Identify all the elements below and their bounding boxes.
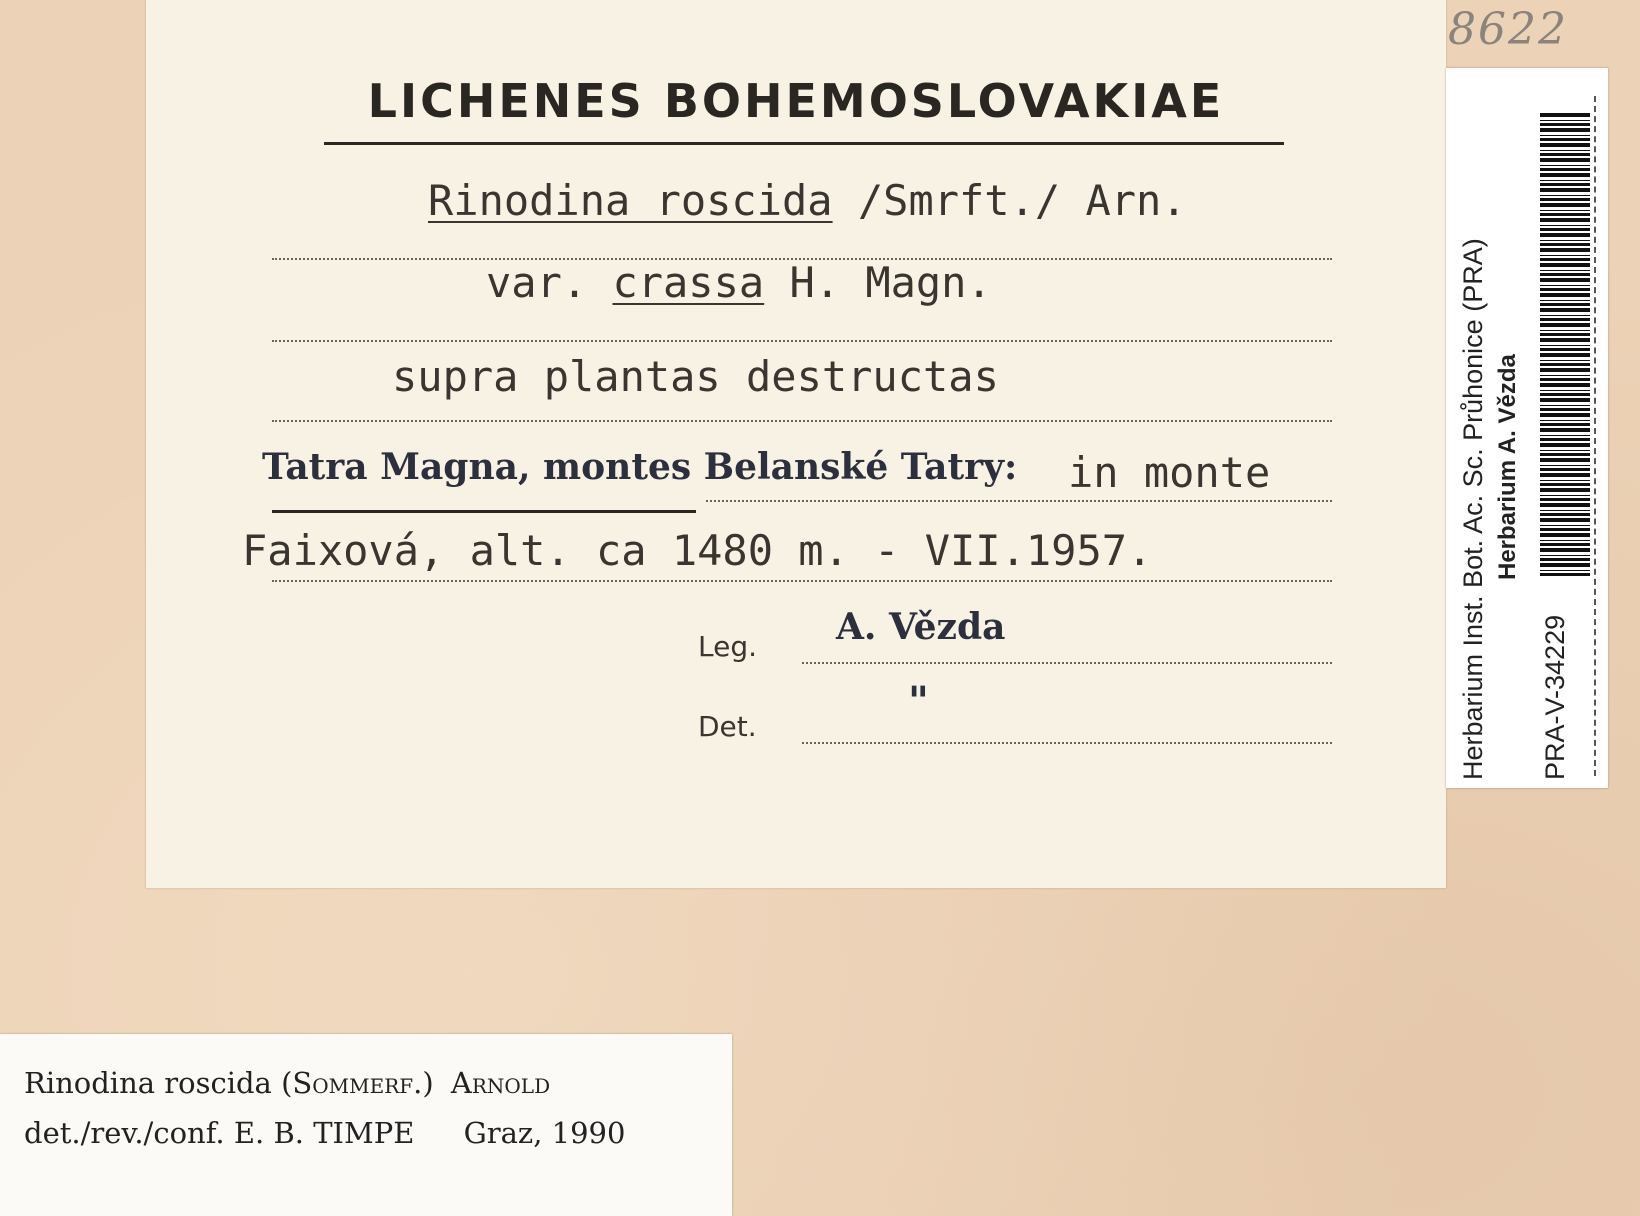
leg-label: Leg.: [698, 630, 758, 663]
heading-rule: [324, 142, 1284, 145]
locality-stamp: Tatra Magna, montes Belanské Tatry:: [262, 446, 1018, 488]
species-line: [428, 176, 1187, 225]
dotted-rule: [272, 580, 1332, 582]
revision-det-line: [24, 1116, 625, 1150]
variety-prefix: var.: [486, 258, 588, 307]
leg-value: A. Vězda: [836, 606, 1006, 648]
variety-authority: H. Magn.: [789, 258, 992, 307]
dotted-rule: [272, 340, 1332, 342]
dotted-rule: [272, 420, 1332, 422]
herbarium-barcode-label: [1446, 68, 1608, 788]
species-authority: /Smrft./ Arn.: [857, 176, 1187, 225]
revision-taxon: Rinodina roscida: [24, 1066, 272, 1100]
collection-text: Herbarium A. Vězda: [1494, 354, 1521, 580]
revision-place-year: Graz, 1990: [463, 1116, 626, 1150]
substrate: supra plantas destructas: [392, 352, 999, 401]
handwritten-number: 8622: [1448, 4, 1568, 55]
barcode: [1540, 112, 1590, 576]
det-label: Det.: [698, 710, 757, 743]
stamp-underline: [272, 510, 696, 513]
variety-name: crassa: [612, 258, 765, 307]
dotted-rule: [706, 500, 1332, 502]
institution-text: Herbarium Inst. Bot. Ac. Sc. Průhonice (PRA): [1458, 238, 1488, 780]
revision-author-2: Arnold: [450, 1066, 551, 1100]
det-value: ": [908, 678, 929, 725]
locality-line-2: Faixová, alt. ca 1480 m. - VII.1957.: [242, 526, 1153, 575]
cut-edge: [1594, 96, 1596, 776]
revision-taxon-line: [24, 1066, 550, 1100]
dotted-rule: [802, 742, 1332, 744]
variety-line: [486, 258, 992, 307]
revision-label: [0, 1034, 732, 1216]
revision-author-1: (Sommerf.): [281, 1066, 434, 1100]
revision-determiner: E. B. TIMPE: [233, 1116, 415, 1150]
specimen-id: PRA-V-34229: [1540, 614, 1570, 780]
species-name: Rinodina roscida: [428, 176, 833, 225]
label-heading: LICHENES BOHEMOSLOVAKIAE: [367, 74, 1225, 128]
revision-det-prefix: det./rev./conf.: [24, 1116, 225, 1150]
main-specimen-label: [146, 0, 1446, 888]
locality-typed: in monte: [1068, 448, 1271, 497]
dotted-rule: [802, 662, 1332, 664]
